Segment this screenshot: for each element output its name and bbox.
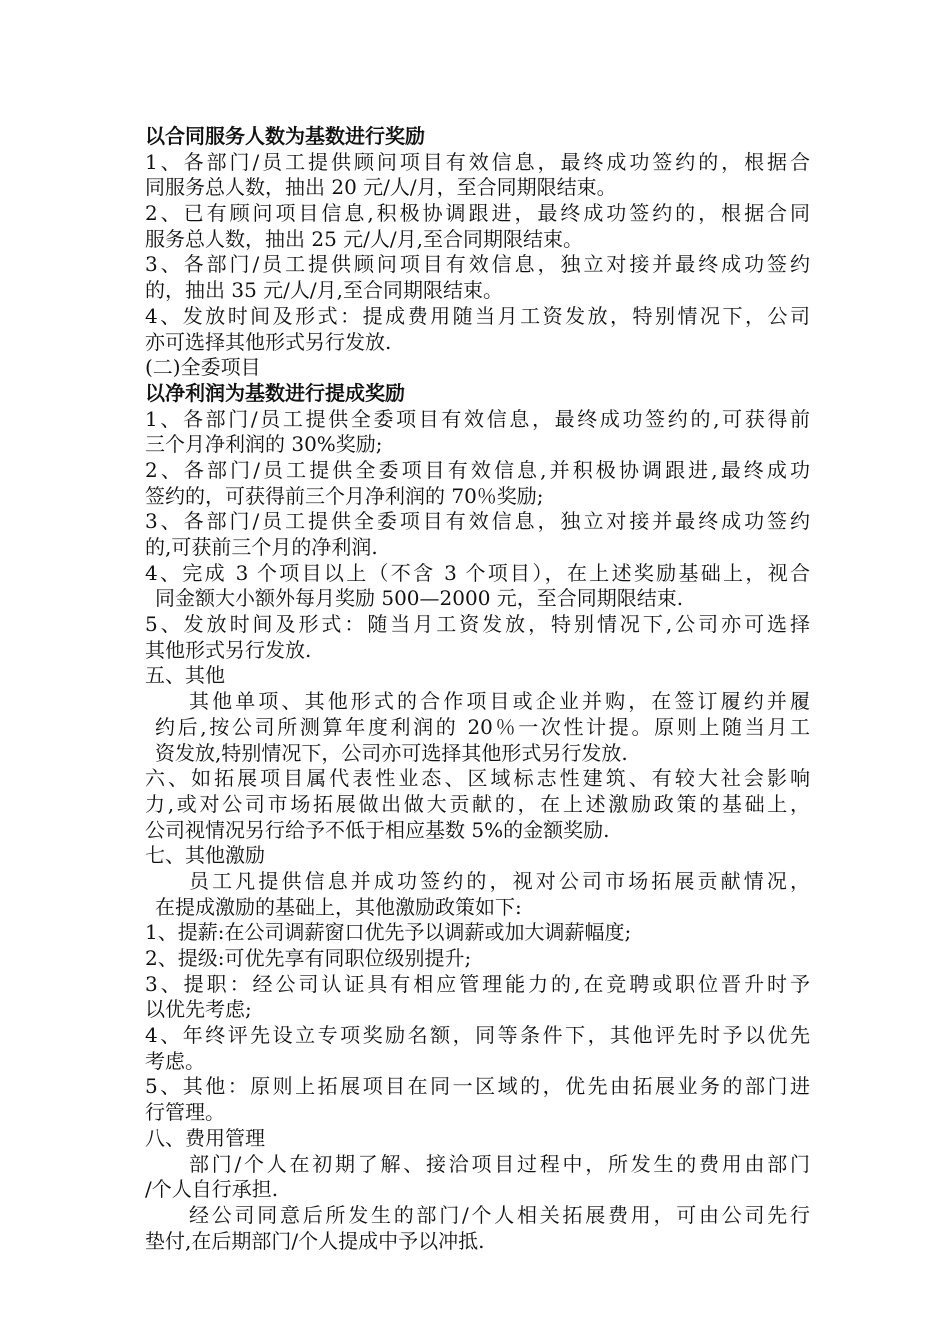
paragraph-line: 其他单项、其他形式的合作项目或企业并购，在签订履约并履	[189, 689, 810, 714]
paragraph-line: 同金额大小额外每月奖励 500—2000 元，至合同期限结束.	[155, 586, 684, 611]
paragraph-line: 亦可选择其他形式另行发放.	[145, 329, 392, 354]
paragraph-line: 4、年终评先设立专项奖励名额，同等条件下，其他评先时予以优先	[145, 1023, 810, 1048]
paragraph-line: 部门/个人在初期了解、接洽项目过程中，所发生的费用由部门	[189, 1151, 810, 1176]
paragraph-line: 约后,按公司所测算年度利润的 20％一次性计提。原则上随当月工	[155, 714, 810, 739]
paragraph-line: 其他形式另行发放.	[145, 637, 312, 662]
section-heading-expense-management: 八、费用管理	[145, 1125, 265, 1150]
paragraph-line: 经公司同意后所发生的部门/个人相关拓展费用，可由公司先行	[189, 1202, 810, 1227]
document-body	[145, 124, 810, 1254]
paragraph-line: 行管理。	[145, 1100, 225, 1125]
paragraph-line: 在提成激励的基础上，其他激励政策如下:	[155, 894, 522, 919]
paragraph-line: 2、各部门/员工提供全委项目有效信息,并积极协调跟进,最终成功	[145, 457, 810, 482]
paragraph-line: 1、各部门/员工提供顾问项目有效信息，最终成功签约的，根据合	[145, 149, 810, 174]
paragraph-line: 以优先考虑;	[145, 997, 252, 1022]
heading-contract-headcount: 以合同服务人数为基数进行奖励	[145, 124, 425, 148]
paragraph-line: 的,可获前三个月的净利润.	[145, 535, 378, 559]
section-heading-other-incentives: 七、其他激励	[145, 843, 265, 868]
paragraph-line: 的，抽出 35 元/人/月,至合同期限结束。	[145, 278, 503, 303]
paragraph-line: 1、提薪:在公司调薪窗口优先予以调薪或加大调薪幅度;	[145, 920, 632, 945]
paragraph-line: 服务总人数，抽出 25 元/人/月,至合同期限结束。	[145, 226, 583, 251]
paragraph-line: /个人自行承担.	[145, 1177, 279, 1202]
paragraph-line: 3、各部门/员工提供顾问项目有效信息，独立对接并最终成功签约	[145, 252, 810, 277]
paragraph-line: 同服务总人数，抽出 20 元/人/月，至合同期限结束。	[145, 175, 617, 200]
paragraph-line: 垫付,在后期部门/个人提成中予以冲抵.	[145, 1228, 485, 1253]
paragraph-line: 5、发放时间及形式：随当月工资发放，特别情况下,公司亦可选择	[145, 612, 810, 637]
section-heading-full-entrust: (二)全委项目	[145, 355, 261, 380]
paragraph-line: 员工凡提供信息并成功签约的，视对公司市场拓展贡献情况，	[189, 868, 810, 893]
paragraph-line: 4、完成 3 个项目以上（不含 3 个项目），在上述奖励基础上，视合	[145, 560, 810, 585]
heading-net-profit: 以净利润为基数进行提成奖励	[145, 380, 405, 405]
paragraph-line: 5、其他：原则上拓展项目在同一区域的，优先由拓展业务的部门进	[145, 1074, 810, 1099]
paragraph-line: 公司视情况另行给予不低于相应基数 5%的金额奖励.	[145, 817, 610, 842]
paragraph-line: 资发放,特别情况下，公司亦可选择其他形式另行发放.	[155, 740, 628, 765]
paragraph-line: 考虑。	[145, 1048, 205, 1073]
paragraph-line: 1、各部门/员工提供全委项目有效信息，最终成功签约的,可获得前	[145, 406, 810, 431]
paragraph-line: 2、提级:可优先享有同职位级别提升;	[145, 946, 472, 970]
paragraph-line: 六、如拓展项目属代表性业态、区域标志性建筑、有较大社会影响	[145, 766, 810, 791]
paragraph-line: 4、发放时间及形式：提成费用随当月工资发放，特别情况下，公司	[145, 303, 810, 328]
paragraph-line: 2、已有顾问项目信息,积极协调跟进，最终成功签约的，根据合同	[145, 201, 810, 226]
paragraph-line: 力,或对公司市场拓展做出做大贡献的，在上述激励政策的基础上，	[145, 791, 810, 816]
paragraph-line: 3、提职：经公司认证具有相应管理能力的,在竞聘或职位晋升时予	[145, 971, 810, 996]
paragraph-line: 三个月净利润的 30%奖励;	[145, 432, 383, 457]
paragraph-line: 签约的，可获得前三个月净利润的 70％奖励;	[145, 483, 544, 508]
paragraph-line: 3、各部门/员工提供全委项目有效信息，独立对接并最终成功签约	[145, 509, 810, 534]
section-heading-other: 五、其他	[145, 663, 225, 688]
